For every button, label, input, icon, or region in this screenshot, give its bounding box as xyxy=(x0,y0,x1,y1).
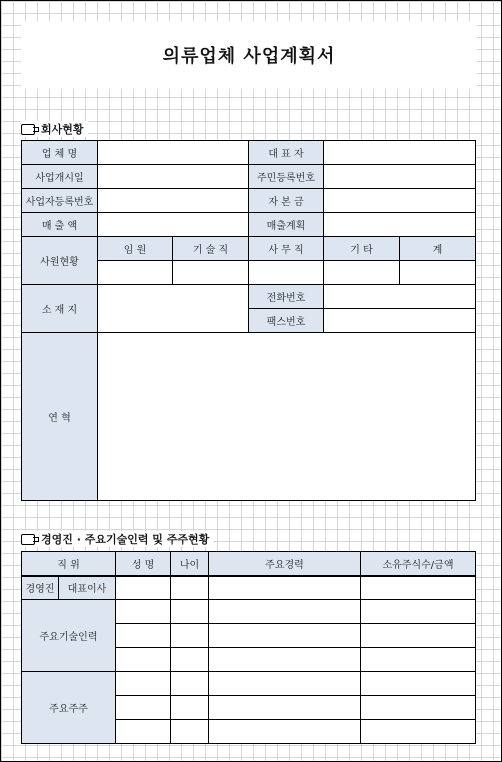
representative-label: 대 표 자 xyxy=(249,141,324,165)
sales-field[interactable] xyxy=(98,213,249,237)
capital-field[interactable] xyxy=(324,189,476,213)
col-header-shares: 소유주식수/금액 xyxy=(361,552,476,576)
start-date-label: 사업개시일 xyxy=(22,165,98,189)
capital-label: 자 본 금 xyxy=(249,189,324,213)
shareholder-career-field[interactable] xyxy=(209,672,361,696)
shareholder-name-field[interactable] xyxy=(116,672,171,696)
business-reg-no-label: 사업자등록번호 xyxy=(22,189,98,213)
key-tech-label: 주요기술인력 xyxy=(22,600,116,672)
employee-count-field[interactable] xyxy=(98,261,173,285)
employee-count-field[interactable] xyxy=(249,261,324,285)
key-tech-shares-field[interactable] xyxy=(361,648,476,672)
employee-col-header: 기 타 xyxy=(324,237,400,261)
key-tech-name-field[interactable] xyxy=(116,600,171,624)
phone-label: 전화번호 xyxy=(249,285,324,309)
sales-plan-label: 매출계획 xyxy=(249,213,324,237)
sales-label: 매 출 액 xyxy=(22,213,98,237)
document-title: 의류업체 사업계획서 xyxy=(21,21,477,89)
key-tech-career-field[interactable] xyxy=(209,600,361,624)
phone-field[interactable] xyxy=(324,285,476,309)
shareholder-shares-field[interactable] xyxy=(361,696,476,720)
shareholders-label: 주요주주 xyxy=(22,672,116,744)
shareholder-age-field[interactable] xyxy=(171,720,209,744)
employee-col-header: 사 무 직 xyxy=(249,237,324,261)
ceo-name-field[interactable] xyxy=(116,576,171,600)
resident-no-field[interactable] xyxy=(324,165,476,189)
shareholder-age-field[interactable] xyxy=(171,672,209,696)
col-header-name: 성 명 xyxy=(116,552,171,576)
key-tech-shares-field[interactable] xyxy=(361,600,476,624)
key-tech-age-field[interactable] xyxy=(171,648,209,672)
key-tech-career-field[interactable] xyxy=(209,624,361,648)
employee-col-header: 기 술 직 xyxy=(173,237,249,261)
location-field[interactable] xyxy=(98,285,249,333)
section-company-status-label: 회사현황 xyxy=(41,123,84,136)
shareholder-shares-field[interactable] xyxy=(361,672,476,696)
key-tech-name-field[interactable] xyxy=(116,648,171,672)
employee-count-field[interactable] xyxy=(173,261,249,285)
col-header-age: 나이 xyxy=(171,552,209,576)
key-tech-age-field[interactable] xyxy=(171,600,209,624)
executive-label: 경영진 xyxy=(22,576,59,600)
pointing-hand-icon xyxy=(21,124,35,135)
business-reg-no-field[interactable] xyxy=(98,189,249,213)
section-company-status-heading xyxy=(21,121,88,137)
col-header-career: 주요경력 xyxy=(209,552,361,576)
management-table xyxy=(21,551,476,744)
shareholder-age-field[interactable] xyxy=(171,696,209,720)
company-name-field[interactable] xyxy=(98,141,249,165)
employee-col-header: 계 xyxy=(400,237,476,261)
shareholder-name-field[interactable] xyxy=(116,720,171,744)
ceo-label: 대표이사 xyxy=(59,576,116,600)
key-tech-career-field[interactable] xyxy=(209,648,361,672)
col-header-position: 직 위 xyxy=(22,552,116,576)
start-date-field[interactable] xyxy=(98,165,249,189)
history-field[interactable] xyxy=(98,333,476,501)
shareholder-name-field[interactable] xyxy=(116,696,171,720)
employee-count-field[interactable] xyxy=(324,261,400,285)
section-management-heading xyxy=(21,531,213,547)
section-management-label: 경영진 · 주요기술인력 및 주주현황 xyxy=(41,533,210,546)
resident-no-label: 주민등록번호 xyxy=(249,165,324,189)
employee-count-field[interactable] xyxy=(400,261,476,285)
fax-label: 팩스번호 xyxy=(249,309,324,333)
sales-plan-field[interactable] xyxy=(324,213,476,237)
company-status-table xyxy=(21,140,476,501)
ceo-shares-field[interactable] xyxy=(361,576,476,600)
fax-field[interactable] xyxy=(324,309,476,333)
pointing-hand-icon xyxy=(21,534,35,545)
employee-col-header: 임 원 xyxy=(98,237,173,261)
representative-field[interactable] xyxy=(324,141,476,165)
shareholder-career-field[interactable] xyxy=(209,720,361,744)
employees-label: 사원현황 xyxy=(22,237,98,285)
shareholder-shares-field[interactable] xyxy=(361,720,476,744)
key-tech-age-field[interactable] xyxy=(171,624,209,648)
key-tech-name-field[interactable] xyxy=(116,624,171,648)
history-label: 연 혁 xyxy=(22,333,98,501)
key-tech-shares-field[interactable] xyxy=(361,624,476,648)
ceo-age-field[interactable] xyxy=(171,576,209,600)
location-label: 소 재 지 xyxy=(22,285,98,333)
ceo-career-field[interactable] xyxy=(209,576,361,600)
shareholder-career-field[interactable] xyxy=(209,696,361,720)
company-name-label: 업 체 명 xyxy=(22,141,98,165)
